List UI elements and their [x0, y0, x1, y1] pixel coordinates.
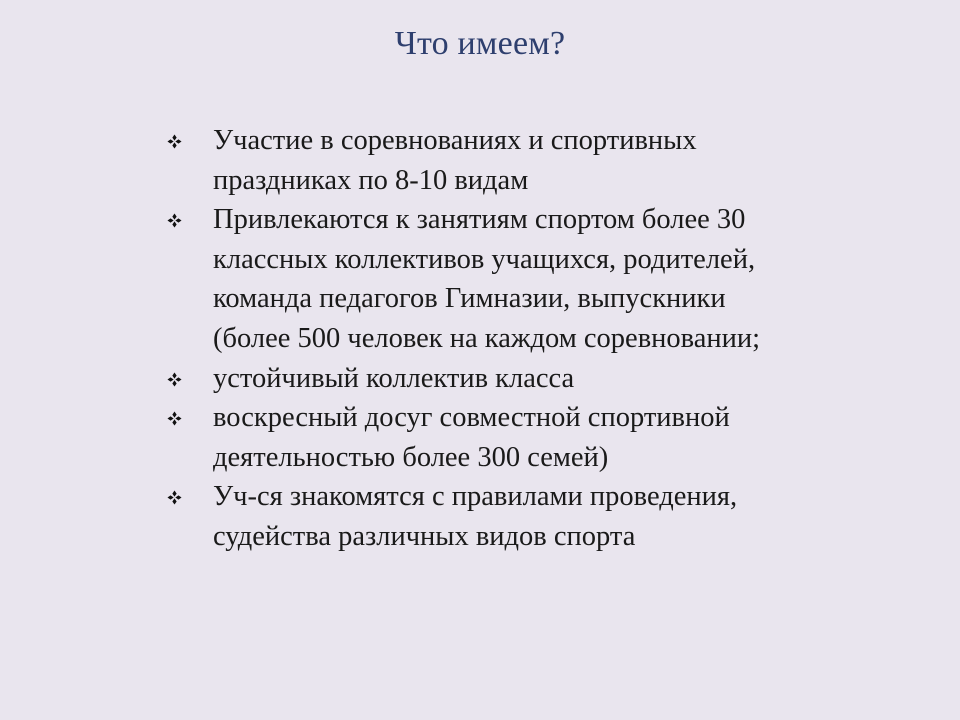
bullet-text: Привлекаются к занятиям спортом более 30 классных коллективов учащихся, родителей, команда педагогов Гимназии, выпускники (более 500 человек на каждом соревновании;	[213, 204, 761, 354]
slide-title: Что имеем?	[394, 25, 566, 62]
bullet-list	[163, 121, 803, 557]
four-diamond-bullet-icon	[167, 411, 182, 426]
bullet-text: Участие в соревнованиях и спортивных праздниках по 8-10 видам	[213, 125, 697, 196]
bullet-item	[163, 200, 803, 358]
four-diamond-bullet-icon	[167, 372, 182, 387]
bullet-item	[163, 121, 803, 200]
four-diamond-bullet-icon	[167, 490, 182, 505]
four-diamond-bullet-icon	[167, 213, 182, 228]
bullet-text: воскресный досуг совместной спортивной деятельностью более 300 семей)	[213, 402, 730, 473]
bullet-text: Уч-ся знакомятся с правилами проведения, судейства различных видов спорта	[213, 481, 738, 552]
four-diamond-bullet-icon	[167, 134, 182, 149]
bullet-item	[163, 359, 803, 399]
bullet-item	[163, 477, 803, 556]
bullet-item	[163, 398, 803, 477]
bullet-text: устойчивый коллектив класса	[213, 362, 575, 394]
